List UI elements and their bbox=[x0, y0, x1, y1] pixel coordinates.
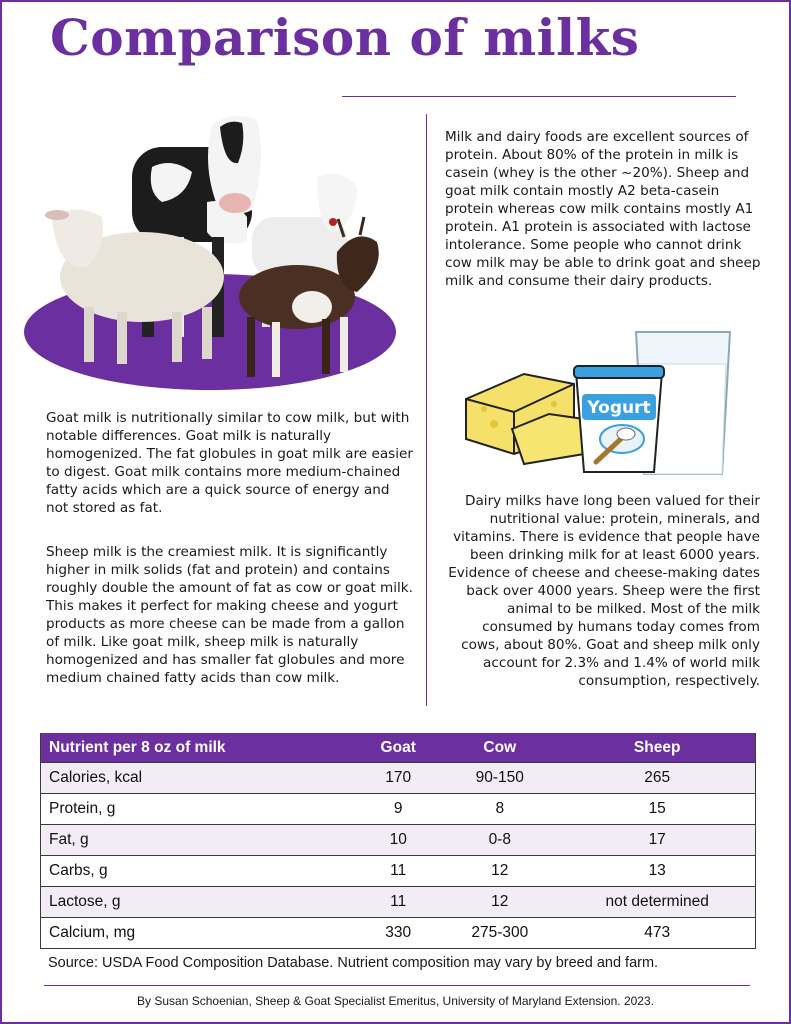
cow-value: 0-8 bbox=[440, 825, 559, 856]
cow-value: 275-300 bbox=[440, 918, 559, 949]
sheep-value: 265 bbox=[559, 763, 755, 794]
goat-value: 330 bbox=[356, 918, 440, 949]
footer-divider bbox=[44, 985, 750, 986]
dairy-products-illustration bbox=[464, 324, 742, 482]
goat-value: 11 bbox=[356, 856, 440, 887]
page-title: Comparison of milks bbox=[50, 8, 640, 67]
table-header-row bbox=[41, 733, 756, 763]
cow-value: 12 bbox=[440, 887, 559, 918]
table-row bbox=[41, 763, 756, 794]
header-cow: Cow bbox=[440, 733, 559, 763]
row-label: Protein, g bbox=[41, 794, 357, 825]
sheep-value: 17 bbox=[559, 825, 755, 856]
sheep-value: 473 bbox=[559, 918, 755, 949]
column-divider bbox=[426, 114, 427, 706]
header-goat: Goat bbox=[356, 733, 440, 763]
header-sheep: Sheep bbox=[559, 733, 755, 763]
nutrient-table-container bbox=[40, 733, 756, 949]
header-nutrient: Nutrient per 8 oz of milk bbox=[41, 733, 357, 763]
row-label: Lactose, g bbox=[41, 887, 357, 918]
table-row bbox=[41, 918, 756, 949]
goat-value: 9 bbox=[356, 794, 440, 825]
table-row bbox=[41, 887, 756, 918]
sheep-value: 13 bbox=[559, 856, 755, 887]
farm-animals-illustration bbox=[22, 107, 402, 397]
row-label: Carbs, g bbox=[41, 856, 357, 887]
yogurt-label: Yogurt bbox=[587, 398, 651, 418]
history-paragraph: Dairy milks have long been valued for their nutritional value: protein, minerals, and vitamins. There is evidence that people have been drinking milk for at least 6000 years. Evidence of cheese and cheese-making dates back over 4000 years. Sheep were the first animal to be milked. Most of the milk consumed by humans today comes from cows, about 80%. Goat and sheep milk only account for 2.3% and 1.4% of world milk consumption, respectively. bbox=[448, 493, 760, 689]
table-row bbox=[41, 825, 756, 856]
nutrient-table bbox=[40, 733, 756, 949]
goat-value: 11 bbox=[356, 887, 440, 918]
goat-value: 10 bbox=[356, 825, 440, 856]
yogurt-cup-icon bbox=[574, 366, 664, 472]
table-row bbox=[41, 856, 756, 887]
table-row bbox=[41, 794, 756, 825]
protein-paragraph: Milk and dairy foods are excellent sources of protein. About 80% of the protein in milk is casein (whey is the other ~20%). Sheep and goat milk contain mostly A2 beta-casein protein whereas cow milk contains mostly A1 protein. A1 protein is associated with lactose intolerance. Some people who cannot drink cow milk may be able to drink goat and sheep milk and consume their dairy products. bbox=[445, 129, 761, 289]
goat-milk-paragraph: Goat milk is nutritionally similar to cow milk, but with notable differences. Goat milk is naturally homogenized. The fat globules in goat milk are easier to digest. Goat milk contains more medium-chained fatty acids which are a quick source of energy and not stored as fat. bbox=[46, 410, 413, 516]
sheep-value: 15 bbox=[559, 794, 755, 825]
cheese-icon bbox=[466, 374, 584, 464]
cow-value: 90-150 bbox=[440, 763, 559, 794]
row-label: Fat, g bbox=[41, 825, 357, 856]
row-label: Calcium, mg bbox=[41, 918, 357, 949]
sheep-value: not determined bbox=[559, 887, 755, 918]
author-credit: By Susan Schoenian, Sheep & Goat Specialist Emeritus, University of Maryland Extension. 2023. bbox=[137, 994, 654, 1008]
goat-value: 170 bbox=[356, 763, 440, 794]
row-label: Calories, kcal bbox=[41, 763, 357, 794]
sheep-milk-paragraph: Sheep milk is the creamiest milk. It is significantly higher in milk solids (fat and protein) and contains roughly double the amount of fat as cow or goat milk. This makes it perfect for making cheese and yogurt products as more cheese can be made from a gallon of milk. Like goat milk, sheep milk is naturally homogenized and has smaller fat globules and more medium chained fatty acids than cow milk. bbox=[46, 544, 413, 686]
cow-value: 12 bbox=[440, 856, 559, 887]
cow-value: 8 bbox=[440, 794, 559, 825]
source-note: Source: USDA Food Composition Database. Nutrient composition may vary by breed and farm. bbox=[48, 955, 659, 971]
title-divider bbox=[342, 96, 736, 97]
